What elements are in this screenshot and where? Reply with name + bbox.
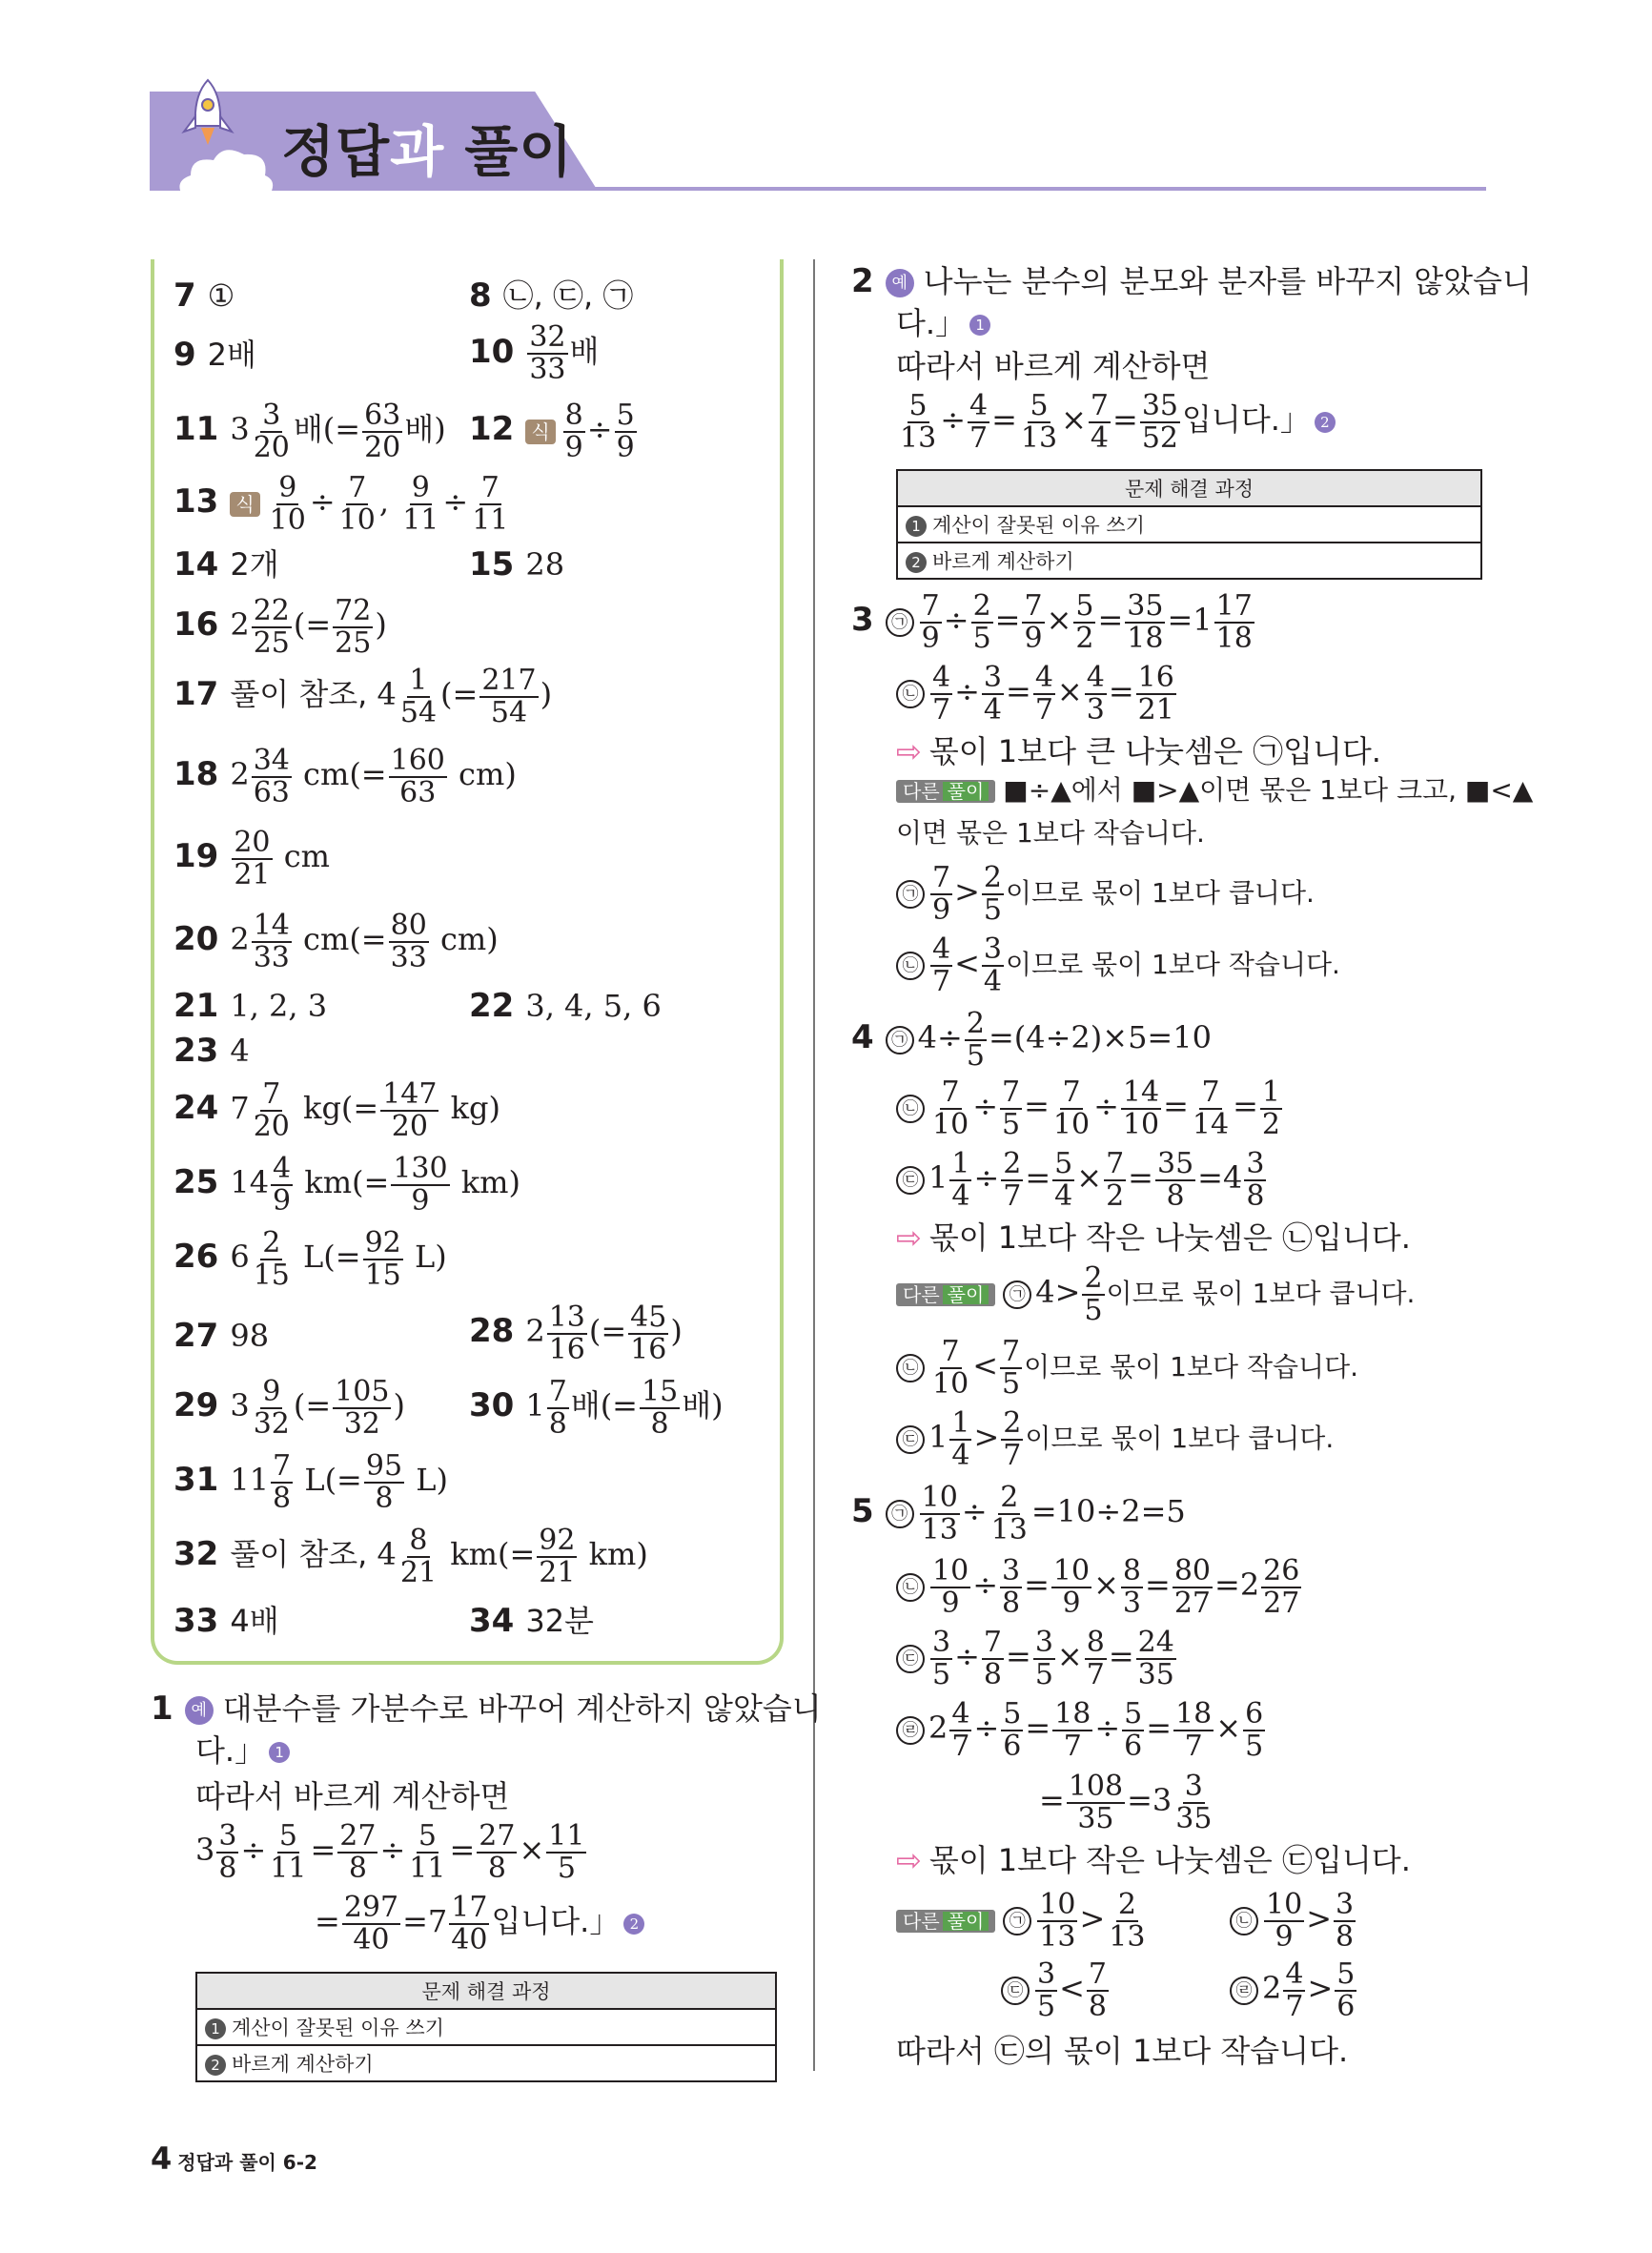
page-number: 4 (151, 2140, 173, 2177)
q4-alt-3: ㉢ 1 $\frac{1}{4}$ > $\frac{2}{7}$ 이므로 몫이 1보다 큽니다. (896, 1408, 1334, 1470)
q2-line2: 다.」 1 (896, 308, 990, 338)
q3-calc-a: 3 ㉠ $\frac{7}{9}$ ÷ $\frac{2}{5}$ = $\frac{7}{9}$ × $\frac{5}{2}$ = $\frac{35}{18}$ =1 $\frac{17}{18}$ (851, 589, 1253, 655)
answer-17: 17 풀이 참조, 4 $\frac{1}{54}$ (= $\frac{217}{54}$ ) (173, 664, 553, 729)
q4-conclusion: ⇨ 몫이 1보다 작은 나눗셈은 ㉡입니다. (896, 1219, 1411, 1256)
answer-32: 32 풀이 참조, 4 $\frac{8}{21}$ km(= $\frac{92}{21}$ km) (173, 1524, 648, 1589)
page-footer: 4 정답과 풀이 6-2 (151, 2140, 317, 2177)
page-title: 정답과 풀이 (281, 119, 574, 184)
answer-14: 14 2개 (173, 545, 279, 584)
q3-alt-1: 다른 풀이 ■÷▲에서 ■>▲이면 몫은 1보다 크고, ■<▲ (896, 777, 1533, 804)
q1-line1: 1 예 대분수를 가분수로 바꾸어 계산하지 않았습니 (151, 1690, 822, 1728)
answer-13: 13 식 $\frac{9}{10}$ ÷ $\frac{7}{10}$ , $\frac{9}{11}$ ÷ $\frac{7}{11}$ (173, 471, 509, 537)
answer-24: 24 7 $\frac{7}{20}$ kg(= $\frac{147}{20}$ kg) (173, 1077, 501, 1143)
q5-alt-4: ㉣ 2 $\frac{4}{7}$ > $\frac{5}{6}$ (1230, 1959, 1358, 2021)
answer-8: 8 ㉡, ㉢, ㉠ (469, 277, 634, 315)
answer-16: 16 2 $\frac{22}{25}$ (= $\frac{72}{25}$ ) (173, 594, 387, 660)
q3-alt-2: 이면 몫은 1보다 작습니다. (896, 817, 1205, 849)
header-rule (150, 187, 1486, 191)
q5-calc-d: ㉣ 2 $\frac{4}{7}$ ÷ $\frac{5}{6}$ = $\frac{18}{7}$ ÷ $\frac{5}{6}$ = $\frac{18}{7}$ × $\frac{6}{5}$ (896, 1699, 1267, 1761)
q2-line3: 따라서 바르게 계산하면 (896, 348, 1211, 384)
q5-alt-1: 다른 풀이 ㉠ $\frac{10}{13}$ > $\frac{2}{13}$ (896, 1890, 1149, 1952)
answer-10: 10 $\frac{32}{33}$ 배 (469, 320, 600, 386)
answer-28: 28 2 $\frac{13}{16}$ (= $\frac{45}{16}$ ) (469, 1301, 683, 1366)
answer-25: 25 14 $\frac{4}{9}$ km(= $\frac{130}{9}$ km) (173, 1152, 520, 1218)
q1-line3: 따라서 바르게 계산하면 (195, 1778, 510, 1814)
column-divider (813, 259, 815, 2071)
q2-process-table: 문제 해결 과정 1 계산이 잘못된 이유 쓰기 2 바르게 계산하기 (896, 469, 1482, 580)
answer-26: 26 6 $\frac{2}{15}$ L(= $\frac{92}{15}$ L) (173, 1226, 447, 1292)
answer-15: 15 28 (469, 545, 565, 584)
q3-calc-b: ㉡ $\frac{4}{7}$ ÷ $\frac{3}{4}$ = $\frac{4}{7}$ × $\frac{4}{3}$ = $\frac{16}{21}$ (896, 663, 1178, 725)
answer-19: 19 $\frac{20}{21}$ cm (173, 826, 330, 891)
q5-alt-3: ㉢ $\frac{3}{5}$ < $\frac{7}{8}$ (1001, 1959, 1111, 2021)
answer-34: 34 32분 (469, 1602, 594, 1640)
q4-calc-b: ㉡ $\frac{7}{10}$ ÷ $\frac{7}{5}$ = $\frac{7}{10}$ ÷ $\frac{14}{10}$ = $\frac{7}{14}$ = $\frac{1}{2}$ (896, 1077, 1284, 1139)
q4-calc-c: ㉢ 1 $\frac{1}{4}$ ÷ $\frac{2}{7}$ = $\frac{5}{4}$ × $\frac{7}{2}$ = $\frac{35}{8}$ =4 $\frac{3}{8}$ (896, 1149, 1268, 1211)
q1-calc2: = $\frac{297}{40}$ =7 $\frac{17}{40}$ 입니다.」 2 (315, 1893, 644, 1955)
q5-calc-c: ㉢ $\frac{3}{5}$ ÷ $\frac{7}{8}$ = $\frac{3}{5}$ × $\frac{8}{7}$ = $\frac{24}{35}$ (896, 1628, 1178, 1690)
answer-9: 9 2배 (173, 336, 256, 374)
answer-7: 7 ① (173, 277, 235, 315)
q5-final: 따라서 ㉢의 몫이 1보다 작습니다. (896, 2033, 1349, 2069)
q5-calc-d2: = $\frac{108}{35}$ =3 $\frac{3}{35}$ (1039, 1770, 1213, 1835)
rocket-icon (174, 78, 241, 154)
q5-conclusion: ⇨ 몫이 1보다 작은 나눗셈은 ㉢입니다. (896, 1842, 1411, 1878)
answer-22: 22 3, 4, 5, 6 (469, 987, 662, 1025)
q4-alt-1: 다른 풀이 ㉠ 4> $\frac{2}{5}$ 이므로 몫이 1보다 큽니다. (896, 1263, 1415, 1325)
q5-alt-2: ㉡ $\frac{10}{9}$ > $\frac{3}{8}$ (1230, 1890, 1357, 1952)
q5-calc-b: ㉡ $\frac{10}{9}$ ÷ $\frac{3}{8}$ = $\frac{10}{9}$ × $\frac{8}{3}$ = $\frac{80}{27}$ =2 $\frac{26}{27}$ (896, 1556, 1303, 1618)
q1-process-table: 문제 해결 과정 1 계산이 잘못된 이유 쓰기 2 바르게 계산하기 (195, 1972, 777, 2082)
answer-29: 29 3 $\frac{9}{32}$ (= $\frac{105}{32}$ ) (173, 1375, 405, 1441)
q1-line2: 다.」 1 (195, 1735, 290, 1766)
answer-23: 23 4 (173, 1032, 250, 1070)
answer-12: 12 식 $\frac{8}{9}$ ÷ $\frac{5}{9}$ (469, 399, 635, 464)
q1-calc1: 3 $\frac{3}{8}$ ÷ $\frac{5}{11}$ = $\frac{27}{8}$ ÷ $\frac{5}{11}$ = $\frac{27}{8}$ × $\frac{11}{5}$ (195, 1819, 585, 1885)
answer-21: 21 1, 2, 3 (173, 987, 328, 1025)
answer-18: 18 2 $\frac{34}{63}$ cm(= $\frac{160}{63}$ cm) (173, 744, 517, 809)
answer-20: 20 2 $\frac{14}{33}$ cm(= $\frac{80}{33}$ cm) (173, 909, 499, 974)
q3-alt-4: ㉡ $\frac{4}{7}$ < $\frac{3}{4}$ 이므로 몫이 1보다 작습니다. (896, 934, 1340, 996)
q5-calc-a: 5 ㉠ $\frac{10}{13}$ ÷ $\frac{2}{13}$ =10÷2=5 (851, 1481, 1186, 1546)
q4-calc-a: 4 ㉠ 4÷ $\frac{2}{5}$ =(4÷2)×5=10 (851, 1007, 1212, 1073)
q2-calc: $\frac{5}{13}$ ÷ $\frac{4}{7}$ = $\frac{5}{13}$ × $\frac{7}{4}$ = $\frac{35}{52}$ 입니다.」 2 (896, 391, 1336, 453)
q3-conclusion: ⇨ 몫이 1보다 큰 나눗셈은 ㉠입니다. (896, 733, 1381, 769)
answer-27: 27 98 (173, 1317, 270, 1355)
answer-30: 30 1 $\frac{7}{8}$ 배(= $\frac{15}{8}$ 배) (469, 1375, 724, 1441)
q2-line1: 2 예 나누는 분수의 분모와 분자를 바꾸지 않았습니 (851, 262, 1532, 300)
answer-11: 11 3 $\frac{3}{20}$ 배(= $\frac{63}{20}$ 배) (173, 399, 446, 464)
answer-31: 31 11 $\frac{7}{8}$ L(= $\frac{95}{8}$ L) (173, 1449, 448, 1515)
answer-33: 33 4배 (173, 1602, 279, 1640)
q4-alt-2: ㉡ $\frac{7}{10}$ < $\frac{7}{5}$ 이므로 몫이 1보다 작습니다. (896, 1337, 1358, 1399)
q3-alt-3: ㉠ $\frac{7}{9}$ > $\frac{2}{5}$ 이므로 몫이 1보다 큽니다. (896, 863, 1315, 925)
